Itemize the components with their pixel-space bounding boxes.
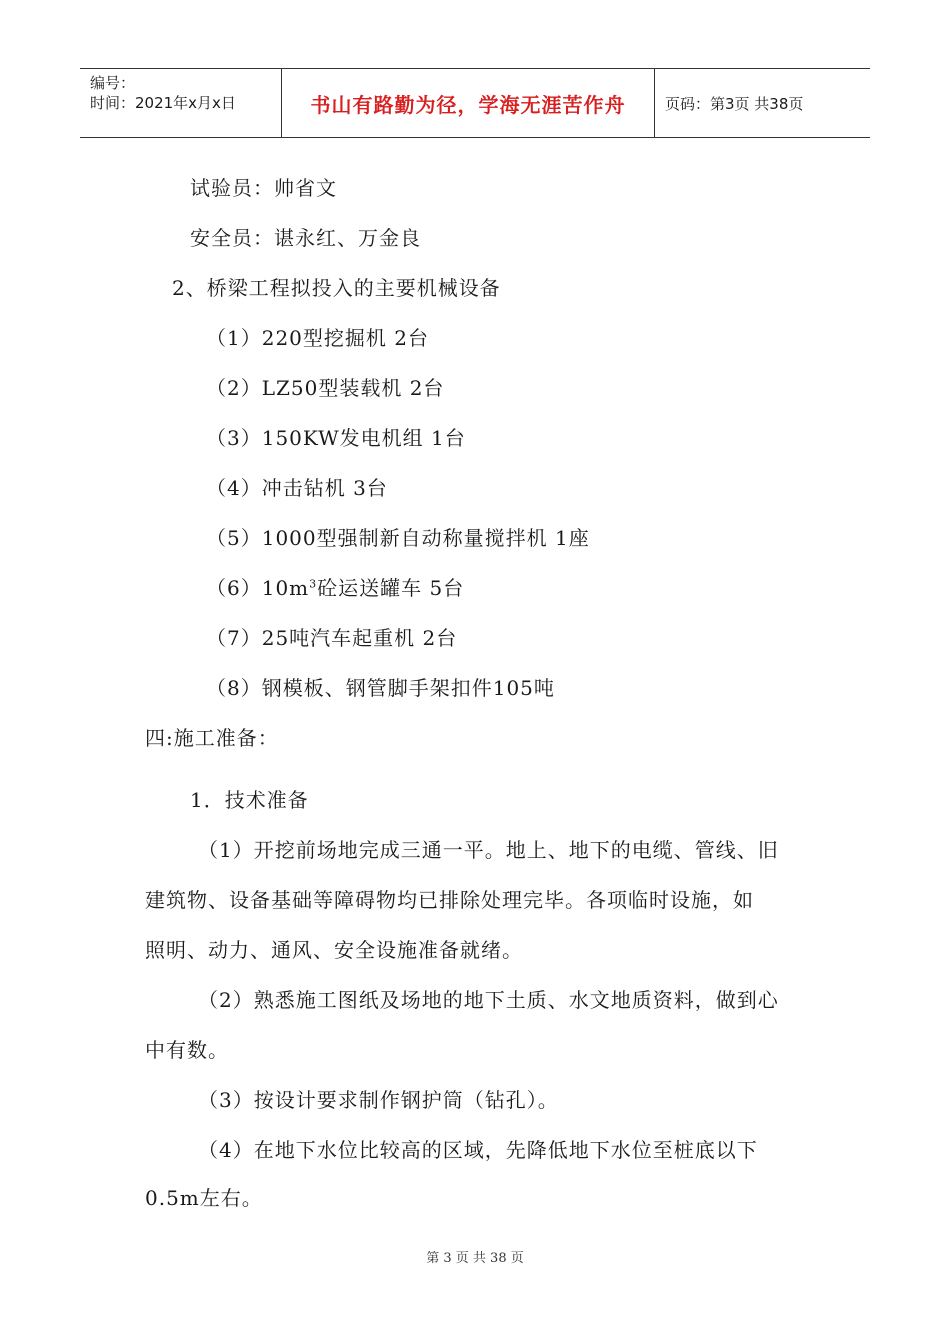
p1-line-2: 建筑物、设备基础等障碍物均已排除处理完毕。各项临时设施，如 bbox=[145, 888, 754, 912]
equipment-item-5: （5）1000型强制新自动称量搅拌机 1座 bbox=[206, 526, 590, 550]
tech-prep-title: 1．技术准备 bbox=[190, 788, 309, 812]
page-footer: 第 3 页 共 38 页 bbox=[426, 1251, 524, 1266]
time-label: 时间：2021年x月x日 bbox=[90, 94, 236, 112]
safety-line: 安全员：谌永红、万金良 bbox=[190, 226, 421, 250]
number-label: 编号： bbox=[90, 74, 136, 92]
p4-line-1: （4）在地下水位比较高的区域，先降低地下水位至桩底以下 bbox=[198, 1138, 758, 1162]
equipment-item-4: （4）冲击钻机 3台 bbox=[206, 476, 388, 500]
page-header bbox=[80, 68, 870, 138]
equipment-item-6-rest: 砼运送罐车 5台 bbox=[317, 576, 465, 600]
p3-line-1: （3）按设计要求制作钢护筒（钻孔）。 bbox=[198, 1088, 559, 1112]
p1-line-3: 照明、动力、通风、安全设施准备就绪。 bbox=[145, 938, 523, 962]
equipment-item-1: （1）220型挖掘机 2台 bbox=[206, 326, 429, 350]
header-meta bbox=[80, 69, 282, 137]
p4-line-2: 0.5m左右。 bbox=[145, 1186, 263, 1210]
header-page-info: 页码：第3页 共38页 bbox=[665, 94, 804, 113]
p2-line-1: （2）熟悉施工图纸及场地的地下土质、水文地质资料，做到心 bbox=[198, 988, 779, 1012]
equipment-item-6-main: （6）10m bbox=[206, 576, 310, 600]
equipment-item-6 bbox=[206, 572, 464, 601]
tester-line: 试验员：帅省文 bbox=[190, 176, 337, 200]
equipment-item-7: （7）25吨汽车起重机 2台 bbox=[206, 626, 458, 650]
section4-title: 四:施工准备： bbox=[145, 726, 279, 750]
equipment-item-2: （2）LZ50型装载机 2台 bbox=[206, 376, 445, 400]
equipment-item-3: （3）150KW发电机组 1台 bbox=[206, 426, 466, 450]
section2-title: 2、桥梁工程拟投入的主要机械设备 bbox=[172, 276, 501, 300]
p2-line-2: 中有数。 bbox=[145, 1038, 229, 1062]
header-motto: 书山有路勤为径，学海无涯苦作舟 bbox=[282, 69, 655, 137]
equipment-item-8: （8）钢模板、钢管脚手架扣件105吨 bbox=[206, 676, 555, 700]
p1-line-1: （1）开挖前场地完成三通一平。地上、地下的电缆、管线、旧 bbox=[198, 838, 779, 862]
cubic-superscript: 3 bbox=[309, 577, 318, 591]
